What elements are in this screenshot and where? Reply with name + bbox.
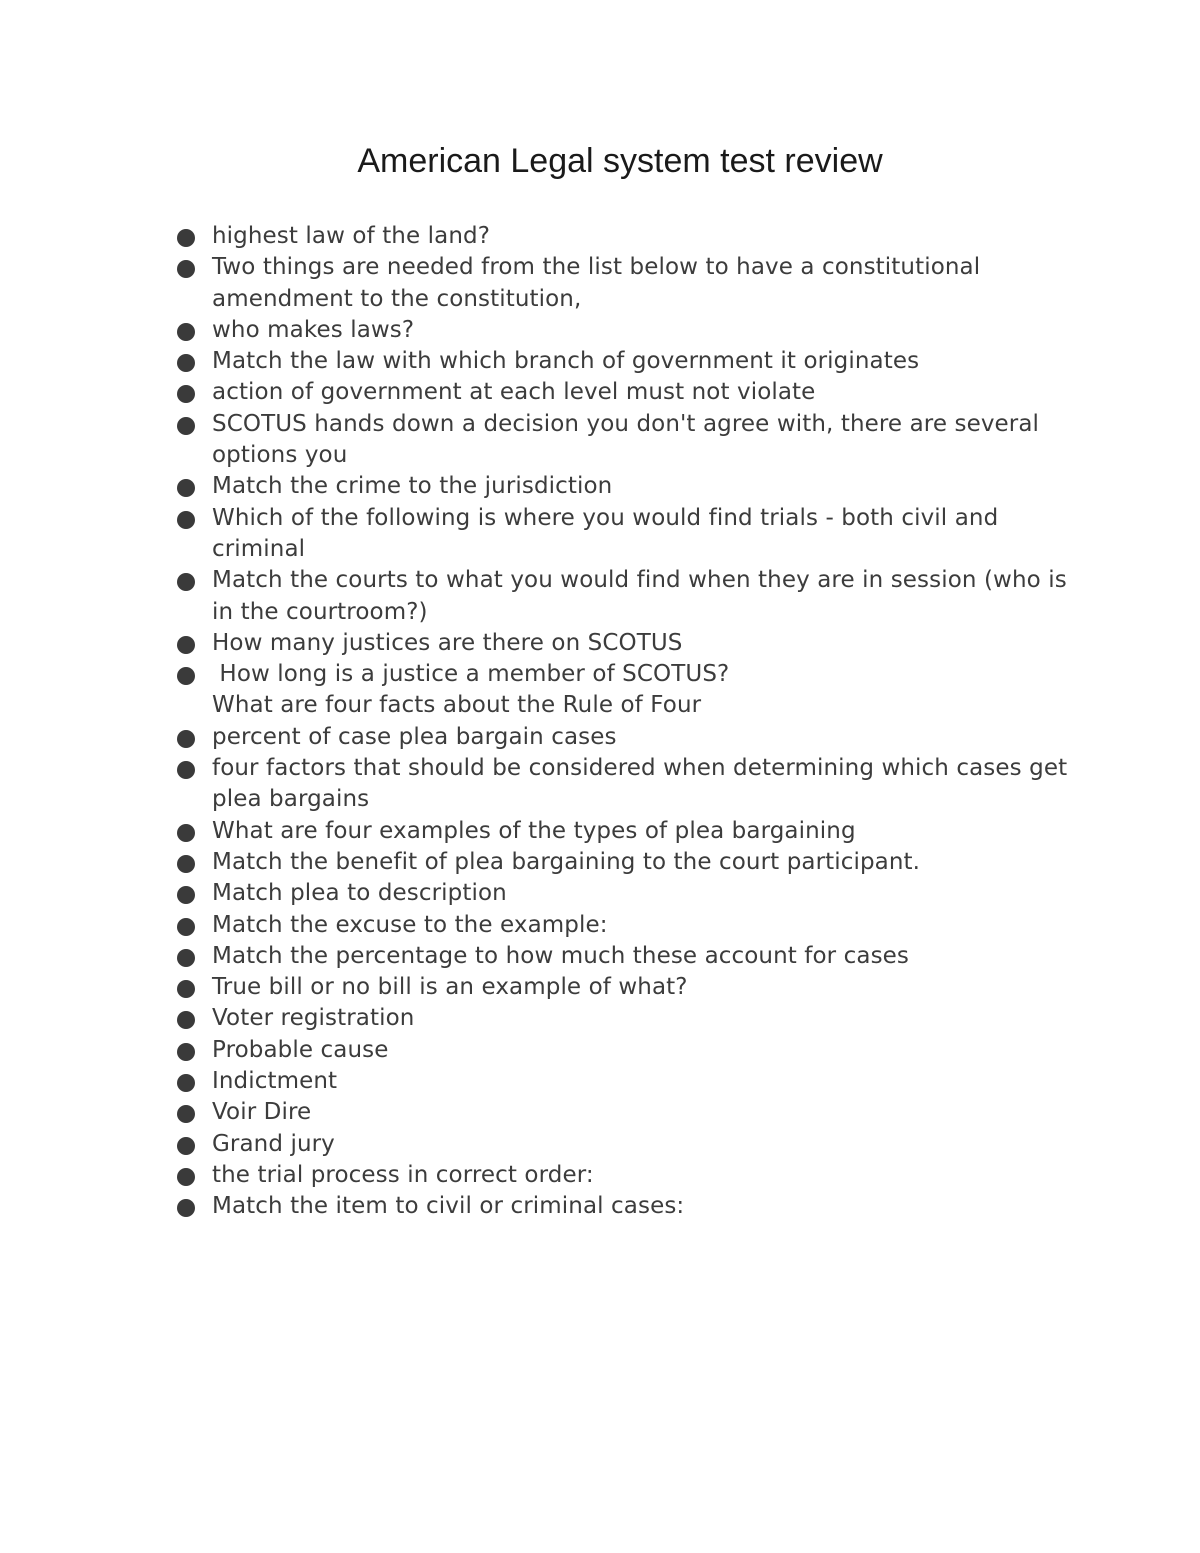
list-item [0, 565, 1200, 628]
list-item-text: What are four facts about the Rule of Four [212, 692, 702, 719]
list-item [0, 1003, 1200, 1034]
list-item-text: How many justices are there on SCOTUS [212, 629, 683, 656]
list-item [0, 847, 1200, 878]
list-item-text: the trial process in correct order: [212, 1161, 594, 1188]
list-item [0, 722, 1200, 753]
list-item [0, 878, 1200, 909]
bullet-icon [177, 1074, 195, 1092]
list-item-text: Probable cause [212, 1036, 389, 1063]
list-item [0, 816, 1200, 847]
list-item [0, 910, 1200, 941]
bullet-icon [177, 417, 195, 435]
list-item-text: Two things are needed from the list below to have a constitutional amendment to the constitution, [212, 254, 988, 312]
bullet-icon [177, 855, 195, 873]
bullet-icon [177, 886, 195, 904]
list-item-text: Match the law with which branch of government it originates [212, 348, 920, 375]
list-item [0, 471, 1200, 502]
list-item-text: Match plea to description [212, 880, 507, 907]
list-item-text: Match the percentage to how much these account for cases [212, 942, 910, 969]
page-title: American Legal system test review [357, 142, 883, 180]
list-item [0, 221, 1200, 252]
bullet-icon [177, 323, 195, 341]
bullet-icon [177, 730, 195, 748]
list-item [0, 409, 1200, 472]
list-item [0, 377, 1200, 408]
bullet-icon [177, 260, 195, 278]
bullet-icon [177, 511, 195, 529]
list-item-text: percent of case plea bargain cases [212, 723, 617, 750]
list-item-text: four factors that should be considered when determining which cases get plea bargains [212, 755, 1075, 813]
bullet-icon [177, 980, 195, 998]
list-item [0, 1160, 1200, 1191]
list-item [0, 315, 1200, 346]
list-item-text: Grand jury [212, 1130, 335, 1157]
list-item-text: Voir Dire [212, 1099, 312, 1126]
bullet-icon [177, 354, 195, 372]
list-item [0, 690, 1200, 721]
list-item-text: SCOTUS hands down a decision you don't agree with, there are several options you [212, 410, 1047, 469]
bullet-icon [177, 667, 195, 685]
list-item [0, 972, 1200, 1003]
bullet-icon [177, 573, 195, 591]
bullet-icon [177, 1011, 195, 1029]
bullet-icon [177, 1043, 195, 1061]
list-item-text: Voter registration [212, 1005, 415, 1032]
bullet-icon [177, 385, 195, 403]
bullet-icon [177, 1168, 195, 1186]
bullet-icon [177, 479, 195, 497]
list-item-text: Which of the following is where you would find trials - both civil and criminal [212, 504, 1006, 562]
bullet-icon [177, 636, 195, 654]
list-item-text: Match the courts to what you would find when they are in session (who is in the courtroom?) [212, 567, 1075, 625]
list-item-text: How long is a justice a member of SCOTUS? [212, 661, 730, 688]
list-item [0, 753, 1200, 816]
list-item [0, 252, 1200, 315]
list-item [0, 659, 1200, 690]
list-item [0, 346, 1200, 377]
list-item [0, 1035, 1200, 1066]
list-item [0, 1129, 1200, 1160]
list-item [0, 1066, 1200, 1097]
list-item-text: action of government at each level must not violate [212, 379, 816, 406]
list-item-text: highest law of the land? [212, 223, 491, 249]
list-item [0, 941, 1200, 972]
list-item-text: Match the excuse to the example: [212, 911, 608, 938]
list-item-text: Match the benefit of plea bargaining to the court participant. [212, 848, 921, 875]
list-item [0, 1191, 1200, 1222]
list-item-text: Match the crime to the jurisdiction [212, 473, 613, 500]
review-question-list [0, 221, 1200, 1223]
bullet-icon [177, 949, 195, 967]
bullet-icon [177, 1137, 195, 1155]
bullet-icon [177, 824, 195, 842]
list-item [0, 503, 1200, 566]
list-item [0, 628, 1200, 659]
list-item [0, 1097, 1200, 1128]
list-item-text: Indictment [212, 1068, 338, 1095]
list-item-text: who makes laws? [212, 316, 415, 343]
list-item-text: True bill or no bill is an example of what? [212, 974, 688, 1001]
bullet-icon [177, 1199, 195, 1217]
bullet-icon [177, 761, 195, 779]
list-item-text: Match the item to civil or criminal cases: [212, 1193, 685, 1220]
bullet-icon [177, 229, 195, 247]
bullet-icon [177, 1105, 195, 1123]
list-item-text: What are four examples of the types of plea bargaining [212, 817, 856, 844]
bullet-icon [177, 918, 195, 936]
